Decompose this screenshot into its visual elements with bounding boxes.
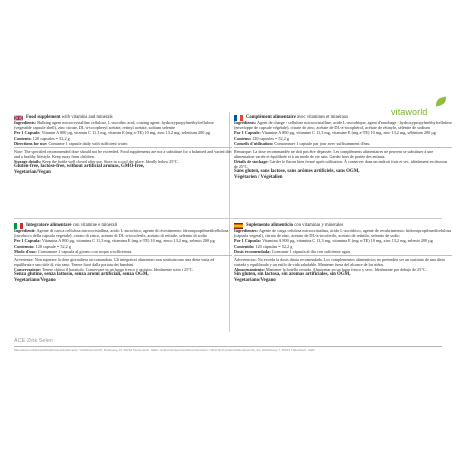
contents-label: Contenido:: [234, 243, 255, 249]
dietary-tags: Gluten-free, lactose-free, without artificial aromas, GMO-free,: [14, 164, 145, 170]
warning-text: Avvertenze: Non superare la dose giornaliera raccomandata. Gli integratori alimentari non sostituiscono una dieta varia ed equilibrata e uno stile di vita sano. Tenere fuori dalla portata dei bambini.: [14, 256, 215, 267]
warning-text: Remarque: La dose recommandée ne doit pas être dépassée. Les compléments alimentaires ne peuvent se substituer à une alimentation variée et équilibrée et à un mode de vie sain. Garder hors de portée des enfants.: [234, 148, 434, 159]
footer-divider: [14, 346, 442, 347]
dietary-tags: Sin gluten, sin lactosa, sin aromas artificiales, sin OGM,: [234, 272, 351, 278]
uk-flag-icon: [14, 115, 23, 121]
directions-label: Directions for use:: [14, 140, 48, 146]
contents-value: 120 capsules = 52,2 g: [251, 135, 290, 141]
italy-flag-icon: [14, 223, 23, 229]
spain-flag-icon: [234, 223, 243, 229]
separator: [14, 147, 232, 148]
per-capsule-values: Vitamina A 800 µg, vitamina C 11,3 mg, vitamina E (mg a-TE) 10 mg, zinc 13,2 mg, selenio 200 µg: [261, 238, 433, 244]
per-capsule-values: Vitamin A 800 µg, vitamin C 11.3 mg, vitamin E (mg a-TE) 10 mg, zinc 13.2 mg, selenium 200 µg: [40, 130, 211, 136]
separator: [234, 255, 452, 256]
panel-title: Suplemento alimenticio: [246, 223, 294, 228]
panel-subtitle: avec vitamines et minéraux: [295, 115, 349, 120]
ingredients-text: Agente de carga celulosa microcristalina, ácido L-ascórbico, agente de recubrimiento: hidroxipropilmetilcelulosa (cápsula vegetal), citrato de zinc, acetato de DL-a-tocoferilo, acetato de retinilo, selenito de sodio: [234, 228, 452, 239]
directions-text: Consumir 1 cápsula al día con suficiente agua.: [270, 248, 351, 254]
panel-title: Complément alimentaire: [246, 115, 296, 120]
contents-value: 120 cápsulas = 52,2 g: [254, 243, 293, 249]
dietary-tags-2: Vegetariano/Vegano: [234, 277, 276, 283]
panel-subtitle: with vitamins and minerals: [60, 115, 113, 120]
logo-text: vitaworld: [391, 107, 428, 117]
panel-subtitle: con vitamine e minerali: [71, 223, 118, 228]
panel-title: Integratore alimentare: [26, 223, 72, 228]
contents-label: Contents:: [14, 135, 32, 141]
ingredients-label: Ingredients:: [14, 120, 37, 126]
panel-italian: [14, 222, 232, 283]
directions-text: Consommer 1 capsule par jour avec suffisamment d'eau.: [273, 140, 371, 146]
contents-label: Contenuto:: [14, 243, 35, 249]
contents-value: 120 capsules = 52,2 g: [31, 135, 70, 141]
per-capsule-label: Per 1 Capsule:: [14, 130, 41, 136]
directions-label: Conseils d'utilisation:: [234, 140, 274, 146]
ingredients-label: Ingredientes:: [234, 228, 259, 234]
separator: [14, 255, 232, 256]
per-capsule-values: Vitamine A 800 µg, vitamine C 11,3 mg, vitamine E (mg a-TE) 10 mg, zinc 13,2 mg, sélénium 200 µg: [260, 130, 436, 136]
dietary-tags: Sans gluten, sans lactose, sans arômes artificiels, sans OGM,: [234, 169, 360, 175]
storage-text: Garder le flacon bien fermé après utilisation. À conserver dans un endroit frais et sec, idéalement en dessous de 25°C.: [234, 159, 448, 170]
product-name: ACE Zink Selen: [14, 338, 53, 344]
directions-text: Consumare 1 capsula al giorno con acqua a sufficienza.: [36, 248, 133, 254]
per-capsule-label: Per 1 Capsula:: [14, 238, 41, 244]
france-flag-icon: [234, 115, 243, 121]
dietary-tags-2: Vegetarian/Vegan: [14, 169, 51, 175]
manufacturer-address: Manufacturer/Fabricant/Fabbricante/Fabricante: VitaWorld GmbH, Röderweg 16, 65232 Taunusstein, GER • Seller/Vendeur/Venditore/Vendedor: Ulrich Roth (NaturheilkundeGroß), Am Wolfenberg 7, 84513 Tüßenbach, GER: [14, 348, 315, 352]
panel-spanish: [234, 222, 452, 283]
directions-label: Modo d'uso:: [14, 248, 37, 254]
storage-text: Tenere chiuso il barattolo. Conservare in un luogo fresco e asciutto. Idealmente sotto i 25°C.: [41, 267, 194, 273]
storage-label: Détails de stockage:: [234, 159, 269, 165]
per-capsule-values: Vitamina A 800 µg, vitamina C 11,3 mg, vitamina E (mg a-TE) 10 mg, zinco 13,2 mg, selenio 200 µg: [40, 238, 215, 244]
panel-subtitle: con vitaminas y minerales: [293, 223, 344, 228]
row-divider: [14, 218, 442, 219]
panel-english: [14, 114, 232, 175]
per-capsule-label: Por 1 Cápsula:: [234, 238, 262, 244]
storage-text: Keep the bottle well closed after use. Store in a cool dry place. Ideally below 25°C.: [41, 159, 179, 165]
dietary-tags-2: Végétarien / Végétalien: [234, 174, 283, 180]
ingredients-label: Ingredienti:: [14, 228, 36, 234]
warning-text: Advertencias: No exceda la dosis diaria recomendada. Los complementos alimenticios no pretenden ser un sustituto de una dieta variada y equilibrada y un estilo de vida saludable. Mantener fuera del alcance de los niños.: [234, 256, 445, 267]
storage-label: Storage details:: [14, 159, 42, 165]
storage-label: Almacenamiento:: [234, 267, 265, 273]
warning-text: Note: The specified recommended dose should not be exceeded. Food supplements are not a substitute for a balanced and varied diet and a healthy lifestyle. Keep away from children.: [14, 148, 232, 159]
directions-label: Dosis recomendada:: [234, 248, 271, 254]
per-capsule-label: Par 1 Capsule:: [234, 130, 261, 136]
contents-label: Contenu:: [234, 135, 252, 141]
dietary-tags: Senza glutine, senza lattosio, senza aromi artificiali, senza OGM,: [14, 272, 149, 278]
ingredients-label: Ingrédients:: [234, 120, 257, 126]
ingredients-text: Agent de charge : cellulose microcristalline, acide L-ascorbique, agent d'enrobage : hydroxypropylméthylcellulose (enveloppe de capsule végétale), citrate de zinc, acétate de DL-a-tocophérol, acétate de rétinyle, sélénite de sodium: [234, 120, 452, 131]
ingredients-text: Agente di carica cellulosa microcristallina, acido L-ascorbico, agente di rivestimento: idrossipropilmetilcellulosa (involucro della capsula vegetale), citrato di zinco, acetato di DL-a-tocoferile, acetato di retinile, selenito di sodio: [14, 228, 229, 239]
storage-text: Mantener la botella cerrada. Almacenar en un lugar fresco y seco. Idealmente por debajo de 25°C.: [264, 267, 427, 273]
directions-text: Consume 1 capsule daily with sufficient water.: [47, 140, 129, 146]
panel-title: Food supplement: [26, 115, 61, 120]
storage-label: Conservazione:: [14, 267, 42, 273]
dietary-tags-2: Vegetariano/Vegano: [14, 277, 56, 283]
separator: [234, 147, 452, 148]
panel-french: [234, 114, 452, 180]
ingredients-text: Bulking agent microcrystalline cellulose, L-ascorbic acid, coating agent: hydroxypropylmethylcellulose (vegetable capsule shell), zinc citrate, DL-a-tocopheryl acetate, retinyl acetate, sodium selenite: [14, 120, 214, 131]
contents-value: 120 capsule = 52,2 g: [34, 243, 71, 249]
